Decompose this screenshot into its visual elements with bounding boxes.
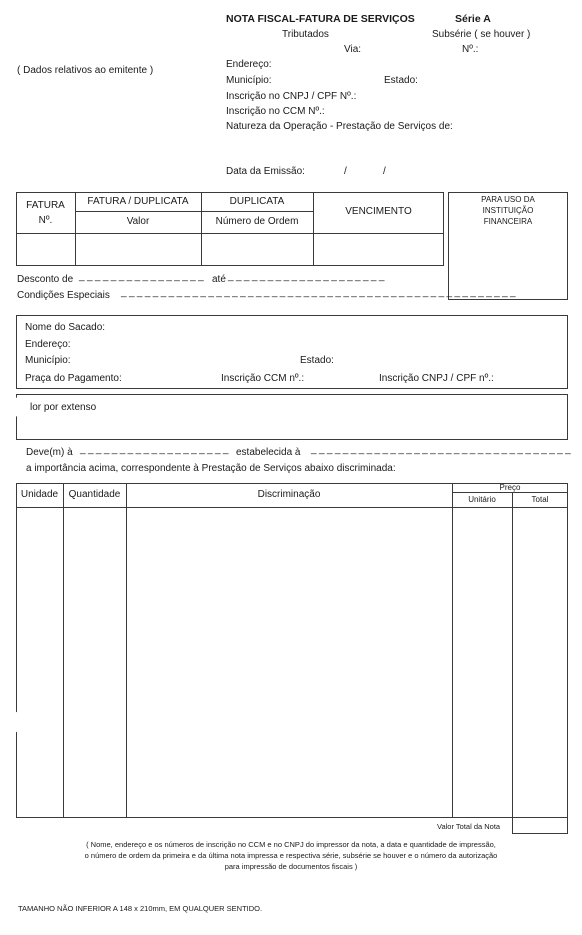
date-separator: /	[344, 166, 347, 177]
table-divider	[452, 492, 568, 493]
sacado-ccm-label: Inscrição CCM nº.:	[221, 373, 305, 384]
table-divider	[313, 192, 314, 266]
servicos-table	[16, 483, 568, 818]
unitario-header: Unitário	[468, 495, 496, 504]
impressor-note-line: o número de ordem da primeira e da última nota impressa e respectiva série, subsérie se houver e o número da autorização	[84, 851, 498, 860]
total-header: Total	[531, 495, 549, 504]
table-divider	[512, 492, 513, 833]
serie-label: Série A	[455, 13, 491, 25]
fatura-numero-header: Nº.	[38, 215, 53, 226]
sacado-municipio-label: Município:	[25, 355, 71, 366]
preco-header: Preço	[499, 483, 521, 492]
ate-label: até	[212, 274, 226, 285]
numero-label: Nº.:	[462, 44, 479, 55]
table-divider	[126, 483, 127, 818]
ate-dashes: _ _ _ _ _ _ _ _ _ _ _ _ _ _ _ _ _ _ _ _	[228, 271, 385, 282]
punch-hole-mark	[10, 711, 32, 733]
condicoes-especiais-label: Condições Especiais	[17, 290, 110, 301]
sacado-estado-label: Estado:	[300, 355, 334, 366]
table-divider	[16, 507, 568, 508]
deve-label: Deve(m) à	[26, 447, 73, 458]
deve-dashes: _ _ _ _ _ _ _ _ _ _ _ _ _ _ _ _ _ _ _	[80, 444, 229, 455]
valor-extenso-box	[16, 394, 568, 440]
tamanho-note: TAMANHO NÃO INFERIOR A 148 x 210mm, EM QUALQUER SENTIDO.	[18, 904, 263, 913]
instituicao-line: PARA USO DA	[481, 195, 535, 204]
impressor-note-line: para impressão de documentos fiscais )	[224, 862, 358, 871]
table-divider	[16, 233, 444, 234]
document-title: NOTA FISCAL-FATURA DE SERVIÇOS	[226, 13, 415, 25]
date-separator: /	[383, 166, 386, 177]
duplicata-header: DUPLICATA	[229, 196, 285, 207]
natureza-operacao-label: Natureza da Operação - Prestação de Serviços de:	[226, 121, 453, 132]
fatura-duplicata-header: FATURA / DUPLICATA	[87, 196, 189, 207]
punch-hole-mark	[10, 397, 30, 417]
valor-total-line	[567, 818, 568, 833]
data-emissao-label: Data da Emissão:	[226, 166, 305, 177]
via-label: Via:	[344, 44, 362, 55]
emitente-placeholder: ( Dados relativos ao emitente )	[17, 65, 154, 76]
quantidade-header: Quantidade	[68, 489, 121, 500]
subserie-label: Subsérie ( se houver )	[432, 29, 531, 40]
impressor-note-line: ( Nome, endereço e os números de inscrição no CCM e no CNPJ do impressor da nota, a data e quantidade de impressão,	[86, 840, 496, 849]
emitente-ccm-label: Inscrição no CCM Nº.:	[226, 106, 325, 117]
valor-extenso-label: lor por extenso	[30, 402, 97, 413]
discriminacao-header: Discriminação	[257, 489, 321, 500]
estabelecida-dashes: _ _ _ _ _ _ _ _ _ _ _ _ _ _ _ _ _ _ _ _ _ _ _ _ _ _ _ _ _ _ _ _ _	[311, 444, 571, 455]
emitente-cnpj-label: Inscrição no CNPJ / CPF Nº.:	[226, 91, 357, 102]
importancia-text: a importância acima, correspondente à Prestação de Serviços abaixo discriminada:	[26, 463, 396, 474]
estabelecida-label: estabelecida à	[236, 447, 301, 458]
tributados-label: Tributados	[282, 29, 329, 40]
unidade-header: Unidade	[20, 489, 59, 500]
valor-header: Valor	[126, 216, 150, 227]
numero-ordem-header: Número de Ordem	[215, 216, 299, 227]
valor-total-line	[512, 833, 568, 834]
table-divider	[452, 483, 453, 818]
valor-total-label: Valor Total da Nota	[437, 822, 501, 831]
emitente-municipio-label: Município:	[226, 75, 272, 86]
table-divider	[63, 483, 64, 818]
instituicao-line: INSTITUIÇÃO	[482, 206, 534, 215]
desconto-dashes: _ _ _ _ _ _ _ _ _ _ _ _ _ _ _ _	[79, 271, 204, 282]
praca-pagamento-label: Praça do Pagamento:	[25, 373, 122, 384]
desconto-label: Desconto de	[17, 274, 74, 285]
vencimento-header: VENCIMENTO	[345, 206, 412, 217]
sacado-nome-label: Nome do Sacado:	[25, 322, 106, 333]
instituicao-line: FINANCEIRA	[483, 217, 533, 226]
sacado-cnpj-label: Inscrição CNPJ / CPF nº.:	[379, 373, 494, 384]
emitente-estado-label: Estado:	[384, 75, 418, 86]
fatura-header: FATURA	[26, 200, 65, 211]
emitente-endereco-label: Endereço:	[226, 59, 272, 70]
table-divider	[75, 211, 313, 212]
condicoes-dashes: _ _ _ _ _ _ _ _ _ _ _ _ _ _ _ _ _ _ _ _ _ _ _ _ _ _ _ _ _ _ _ _ _ _ _ _ _ _ _ _ _ _ _ _ _ _ _ _ _ _	[121, 287, 516, 298]
sacado-endereco-label: Endereço:	[25, 339, 71, 350]
